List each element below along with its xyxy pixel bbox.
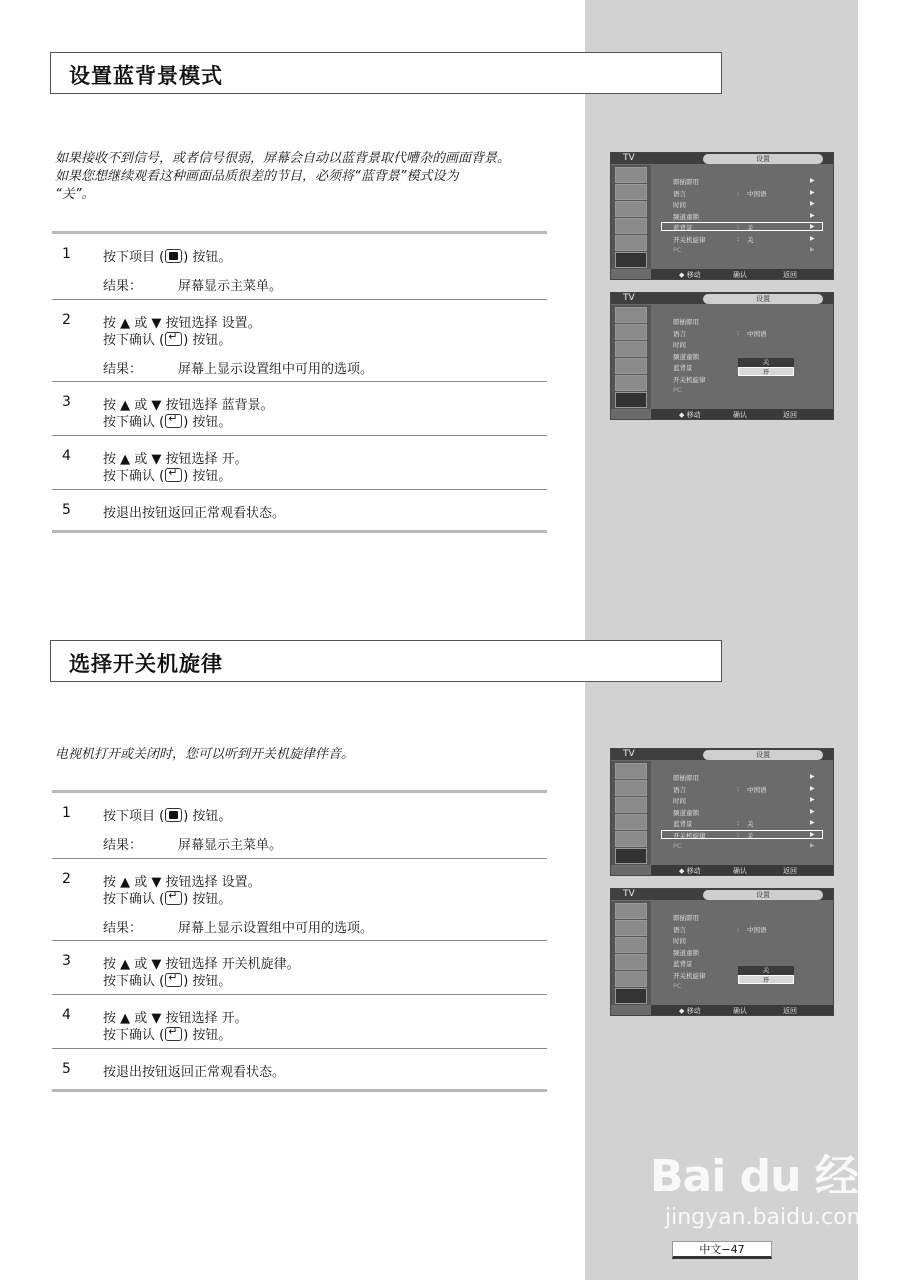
step-text: 按退出按钮返回正常观看状态。 bbox=[103, 506, 286, 521]
menu-item-label: 语言 bbox=[673, 925, 686, 934]
menu-item bbox=[673, 936, 686, 945]
result-text: 屏幕显示主菜单。 bbox=[178, 838, 283, 853]
section-intro bbox=[55, 746, 565, 764]
enter-button-icon bbox=[165, 891, 182, 905]
help-item: 确认 bbox=[733, 271, 747, 279]
help-item: 返回 bbox=[783, 1007, 797, 1015]
step-text: 按下确认 (↵ ) 按钮。 bbox=[103, 1024, 231, 1043]
menu-item-label: 时间 bbox=[673, 341, 686, 349]
help-item: 确认 bbox=[733, 867, 747, 875]
menu-item-value: 关 bbox=[747, 235, 754, 244]
step-text: 按下项目 ( ) 按钮。 bbox=[103, 809, 232, 824]
menu-button-icon bbox=[165, 808, 182, 822]
menu-selection-highlight bbox=[661, 830, 823, 839]
menu-item-value: 关 bbox=[747, 224, 754, 232]
menu-item-label: 即插即用 bbox=[673, 318, 699, 326]
enter-button-icon bbox=[165, 332, 182, 346]
menu-item-label: 频道童锁 bbox=[673, 808, 699, 817]
menu-item bbox=[673, 842, 815, 850]
menu-item-colon: : bbox=[737, 924, 740, 933]
menu-item-label: 即插即用 bbox=[673, 178, 699, 186]
menu-item bbox=[673, 200, 815, 209]
arrow-right-icon: ▶ bbox=[810, 200, 815, 207]
menu-item-value: 中国语 bbox=[747, 189, 767, 198]
menu-item bbox=[673, 959, 693, 968]
help-item: ◆ 移动 bbox=[679, 1007, 701, 1015]
enter-button-icon bbox=[165, 1027, 182, 1041]
menu-category-icon bbox=[615, 307, 647, 323]
step-row bbox=[52, 793, 547, 859]
step-number: 2 bbox=[62, 312, 71, 328]
step-number: 4 bbox=[62, 1007, 71, 1023]
menu-item-value: 中国语 bbox=[747, 329, 767, 338]
step-number: 3 bbox=[62, 394, 71, 410]
menu-item-label: PC bbox=[673, 246, 682, 254]
step-row bbox=[52, 1049, 547, 1089]
help-item: 返回 bbox=[783, 271, 797, 279]
step-text: 按下确认 (↵ ) 按钮。 bbox=[103, 970, 231, 989]
step-row bbox=[52, 234, 547, 300]
intro-line: 电视机打开或关闭时，您可以听到开关机旋律伴音。 bbox=[55, 747, 355, 762]
step-text: 按 ▲ 或 ▼ 按钮选择 设置。 bbox=[103, 875, 261, 890]
enter-button-icon bbox=[165, 468, 182, 482]
menu-item-label: 即插即用 bbox=[673, 914, 699, 922]
menu-item-label: 语言 bbox=[673, 189, 686, 198]
arrow-right-icon: ▶ bbox=[810, 773, 815, 780]
menu-item bbox=[673, 924, 767, 934]
arrow-right-icon: ▶ bbox=[810, 234, 815, 242]
arrow-right-icon: ▶ bbox=[810, 796, 815, 803]
tv-label: TV bbox=[623, 749, 635, 759]
tv-menu-screenshot bbox=[610, 152, 834, 280]
menu-category-icon bbox=[615, 920, 647, 936]
menu-item-label: 频道童锁 bbox=[673, 212, 699, 221]
option-popup bbox=[738, 358, 794, 376]
step-row bbox=[52, 941, 547, 995]
menu-category-icon bbox=[615, 903, 647, 919]
result-label: 结果： bbox=[103, 279, 143, 294]
intro-line: “关”。 bbox=[55, 187, 95, 202]
tv-label: TV bbox=[623, 889, 635, 899]
menu-help-bar bbox=[651, 409, 833, 420]
menu-item-label: 开关机旋律 bbox=[673, 375, 706, 384]
menu-icon-column bbox=[611, 305, 651, 409]
arrow-right-icon: ▶ bbox=[810, 211, 815, 219]
arrow-right-icon: ▶ bbox=[810, 830, 815, 838]
menu-item bbox=[673, 363, 693, 372]
menu-category-icon bbox=[615, 375, 647, 391]
help-item: ◆ 移动 bbox=[679, 271, 701, 279]
page-number: 中文−47 bbox=[672, 1241, 772, 1259]
step-row bbox=[52, 300, 547, 382]
step-text: 按 ▲ 或 ▼ 按钮选择 开。 bbox=[103, 1011, 248, 1026]
watermark-url: jingyan.baidu.com bbox=[665, 1205, 869, 1230]
menu-item-label: 开关机旋律 bbox=[673, 831, 706, 840]
help-item: ◆ 移动 bbox=[679, 867, 701, 875]
menu-item-label: 开关机旋律 bbox=[673, 235, 706, 244]
menu-category-icon bbox=[615, 988, 647, 1004]
step-row bbox=[52, 382, 547, 436]
step-row bbox=[52, 490, 547, 530]
help-item: 返回 bbox=[783, 411, 797, 419]
menu-item-label: 频道童锁 bbox=[673, 352, 699, 361]
steps-list bbox=[52, 790, 547, 1092]
arrow-right-icon: ▶ bbox=[810, 188, 815, 196]
tv-label: TV bbox=[623, 153, 635, 163]
menu-item-colon: : bbox=[737, 223, 740, 231]
menu-item bbox=[673, 386, 681, 394]
menu-item-label: PC bbox=[673, 842, 682, 850]
result-text: 屏幕上显示设置组中可用的选项。 bbox=[178, 362, 374, 377]
menu-item-label: 时间 bbox=[673, 797, 686, 805]
step-text: 按下确认 (↵ ) 按钮。 bbox=[103, 329, 231, 348]
menu-category-icon bbox=[615, 780, 647, 796]
menu-item-label: 蓝背景 bbox=[673, 224, 693, 232]
menu-category-icon bbox=[615, 184, 647, 200]
menu-category-icon bbox=[615, 831, 647, 847]
step-number: 1 bbox=[62, 805, 71, 821]
menu-item bbox=[673, 796, 815, 805]
menu-item-label: 蓝背景 bbox=[673, 820, 693, 828]
menu-icon-column bbox=[611, 165, 651, 269]
menu-help-bar bbox=[651, 269, 833, 280]
menu-item-value: 中国语 bbox=[747, 785, 767, 794]
menu-category-icon bbox=[615, 324, 647, 340]
result-label: 结果： bbox=[103, 838, 143, 853]
menu-item-value: 中国语 bbox=[747, 925, 767, 934]
result-label: 结果： bbox=[103, 921, 143, 936]
section-title: 选择开关机旋律 bbox=[69, 652, 223, 676]
arrow-right-icon: ▶ bbox=[810, 819, 815, 826]
step-text: 按下确认 (↵ ) 按钮。 bbox=[103, 888, 231, 907]
menu-item bbox=[673, 982, 681, 990]
menu-title: 设置 bbox=[703, 294, 823, 304]
menu-item bbox=[673, 246, 815, 254]
help-item: 确认 bbox=[733, 1007, 747, 1015]
menu-item-colon: : bbox=[737, 830, 740, 839]
menu-category-icon bbox=[615, 218, 647, 234]
menu-category-icon bbox=[615, 252, 647, 268]
menu-category-icon bbox=[615, 167, 647, 183]
popup-option: 关 bbox=[762, 358, 770, 366]
menu-item bbox=[673, 913, 699, 922]
menu-item bbox=[673, 188, 815, 198]
menu-category-icon bbox=[615, 797, 647, 813]
step-text: 按下确认 (↵ ) 按钮。 bbox=[103, 411, 231, 430]
menu-item-label: 开关机旋律 bbox=[673, 971, 706, 980]
menu-selection-highlight bbox=[661, 222, 823, 231]
section-title: 设置蓝背景模式 bbox=[69, 64, 223, 88]
help-item: 返回 bbox=[783, 867, 797, 875]
menu-item-colon: : bbox=[737, 188, 740, 197]
menu-item-colon: : bbox=[737, 328, 740, 337]
menu-item bbox=[673, 784, 815, 794]
step-number: 4 bbox=[62, 448, 71, 464]
menu-item bbox=[673, 352, 699, 361]
menu-item bbox=[673, 807, 815, 817]
menu-item-label: 蓝背景 bbox=[673, 364, 693, 372]
menu-title: 设置 bbox=[703, 154, 823, 164]
menu-item-label: PC bbox=[673, 386, 682, 394]
section-title-box bbox=[50, 640, 722, 682]
menu-category-icon bbox=[615, 235, 647, 251]
menu-icon-column bbox=[611, 901, 651, 1005]
menu-item bbox=[673, 234, 815, 244]
step-text: 按下项目 ( ) 按钮。 bbox=[103, 250, 232, 265]
watermark-logo: Bai du 经验 bbox=[650, 1151, 901, 1202]
menu-icon-column bbox=[611, 761, 651, 865]
menu-item-value: 关 bbox=[747, 831, 754, 840]
menu-category-icon bbox=[615, 392, 647, 408]
enter-button-icon bbox=[165, 973, 182, 987]
menu-item-value: 关 bbox=[747, 820, 754, 828]
arrow-right-icon: ▶ bbox=[810, 246, 815, 253]
divider bbox=[52, 530, 547, 533]
result-text: 屏幕显示主菜单。 bbox=[178, 279, 283, 294]
intro-line: 如果您想继续观看这种画面品质很差的节目，必须将“蓝背景”模式设为 bbox=[55, 169, 459, 184]
popup-option: 关 bbox=[762, 965, 770, 974]
arrow-right-icon: ▶ bbox=[810, 842, 815, 849]
menu-help-bar bbox=[651, 1005, 833, 1016]
menu-item-label: 时间 bbox=[673, 201, 686, 209]
arrow-right-icon: ▶ bbox=[810, 223, 815, 230]
section-title-box bbox=[50, 52, 722, 94]
menu-category-icon bbox=[615, 814, 647, 830]
menu-item-label: 蓝背景 bbox=[673, 960, 693, 968]
enter-button-icon bbox=[165, 414, 182, 428]
option-popup bbox=[738, 966, 794, 984]
tv-menu-screenshot bbox=[610, 748, 834, 876]
menu-item bbox=[673, 317, 699, 326]
step-number: 5 bbox=[62, 502, 71, 518]
menu-button-icon bbox=[165, 249, 182, 263]
step-text: 按 ▲ 或 ▼ 按钮选择 设置。 bbox=[103, 316, 261, 331]
menu-category-icon bbox=[615, 201, 647, 217]
arrow-right-icon: ▶ bbox=[810, 784, 815, 792]
step-text: 按 ▲ 或 ▼ 按钮选择 开。 bbox=[103, 452, 248, 467]
menu-item-label: 时间 bbox=[673, 937, 686, 945]
step-row bbox=[52, 859, 547, 941]
step-text: 按退出按钮返回正常观看状态。 bbox=[103, 1065, 286, 1080]
step-row bbox=[52, 436, 547, 490]
menu-category-icon bbox=[615, 358, 647, 374]
menu-category-icon bbox=[615, 954, 647, 970]
arrow-right-icon: ▶ bbox=[810, 177, 815, 184]
menu-item-label: PC bbox=[673, 982, 682, 990]
menu-item bbox=[673, 177, 815, 186]
menu-item-label: 频道童锁 bbox=[673, 948, 699, 957]
menu-item-label: 即插即用 bbox=[673, 774, 699, 782]
menu-item bbox=[673, 340, 686, 349]
step-text: 按下确认 (↵ ) 按钮。 bbox=[103, 465, 231, 484]
menu-item-colon: : bbox=[737, 819, 740, 827]
menu-item bbox=[673, 375, 706, 384]
menu-category-icon bbox=[615, 971, 647, 987]
menu-title: 设置 bbox=[703, 750, 823, 760]
step-text: 按 ▲ 或 ▼ 按钮选择 开关机旋律。 bbox=[103, 957, 300, 972]
menu-item bbox=[673, 328, 767, 338]
step-number: 3 bbox=[62, 953, 71, 969]
menu-category-icon bbox=[615, 937, 647, 953]
arrow-right-icon: ▶ bbox=[810, 807, 815, 815]
menu-category-icon bbox=[615, 341, 647, 357]
menu-help-bar bbox=[651, 865, 833, 876]
menu-item bbox=[673, 948, 699, 957]
step-text: 按 ▲ 或 ▼ 按钮选择 蓝背景。 bbox=[103, 398, 274, 413]
result-label: 结果： bbox=[103, 362, 143, 377]
result-text: 屏幕上显示设置组中可用的选项。 bbox=[178, 921, 374, 936]
tv-menu-screenshot bbox=[610, 292, 834, 420]
menu-title: 设置 bbox=[703, 890, 823, 900]
step-row bbox=[52, 995, 547, 1049]
menu-item-colon: : bbox=[737, 234, 740, 243]
steps-list bbox=[52, 231, 547, 533]
menu-category-icon bbox=[615, 848, 647, 864]
step-number: 5 bbox=[62, 1061, 71, 1077]
tv-menu-screenshot bbox=[610, 888, 834, 1016]
intro-line: 如果接收不到信号，或者信号很弱，屏幕会自动以蓝背景取代嘈杂的画面背景。 bbox=[55, 151, 511, 166]
menu-item bbox=[673, 819, 815, 828]
popup-option: 开 bbox=[738, 975, 794, 984]
menu-category-icon bbox=[615, 763, 647, 779]
help-item: ◆ 移动 bbox=[679, 411, 701, 419]
section-intro bbox=[55, 150, 565, 204]
tv-label: TV bbox=[623, 293, 635, 303]
menu-item bbox=[673, 971, 706, 980]
menu-item bbox=[673, 211, 815, 221]
menu-item-label: 语言 bbox=[673, 785, 686, 794]
step-number: 1 bbox=[62, 246, 71, 262]
divider bbox=[52, 1089, 547, 1092]
menu-item-colon: : bbox=[737, 784, 740, 793]
step-number: 2 bbox=[62, 871, 71, 887]
menu-item bbox=[673, 773, 815, 782]
popup-option: 开 bbox=[738, 367, 794, 376]
help-item: 确认 bbox=[733, 411, 747, 419]
menu-item-label: 语言 bbox=[673, 329, 686, 338]
